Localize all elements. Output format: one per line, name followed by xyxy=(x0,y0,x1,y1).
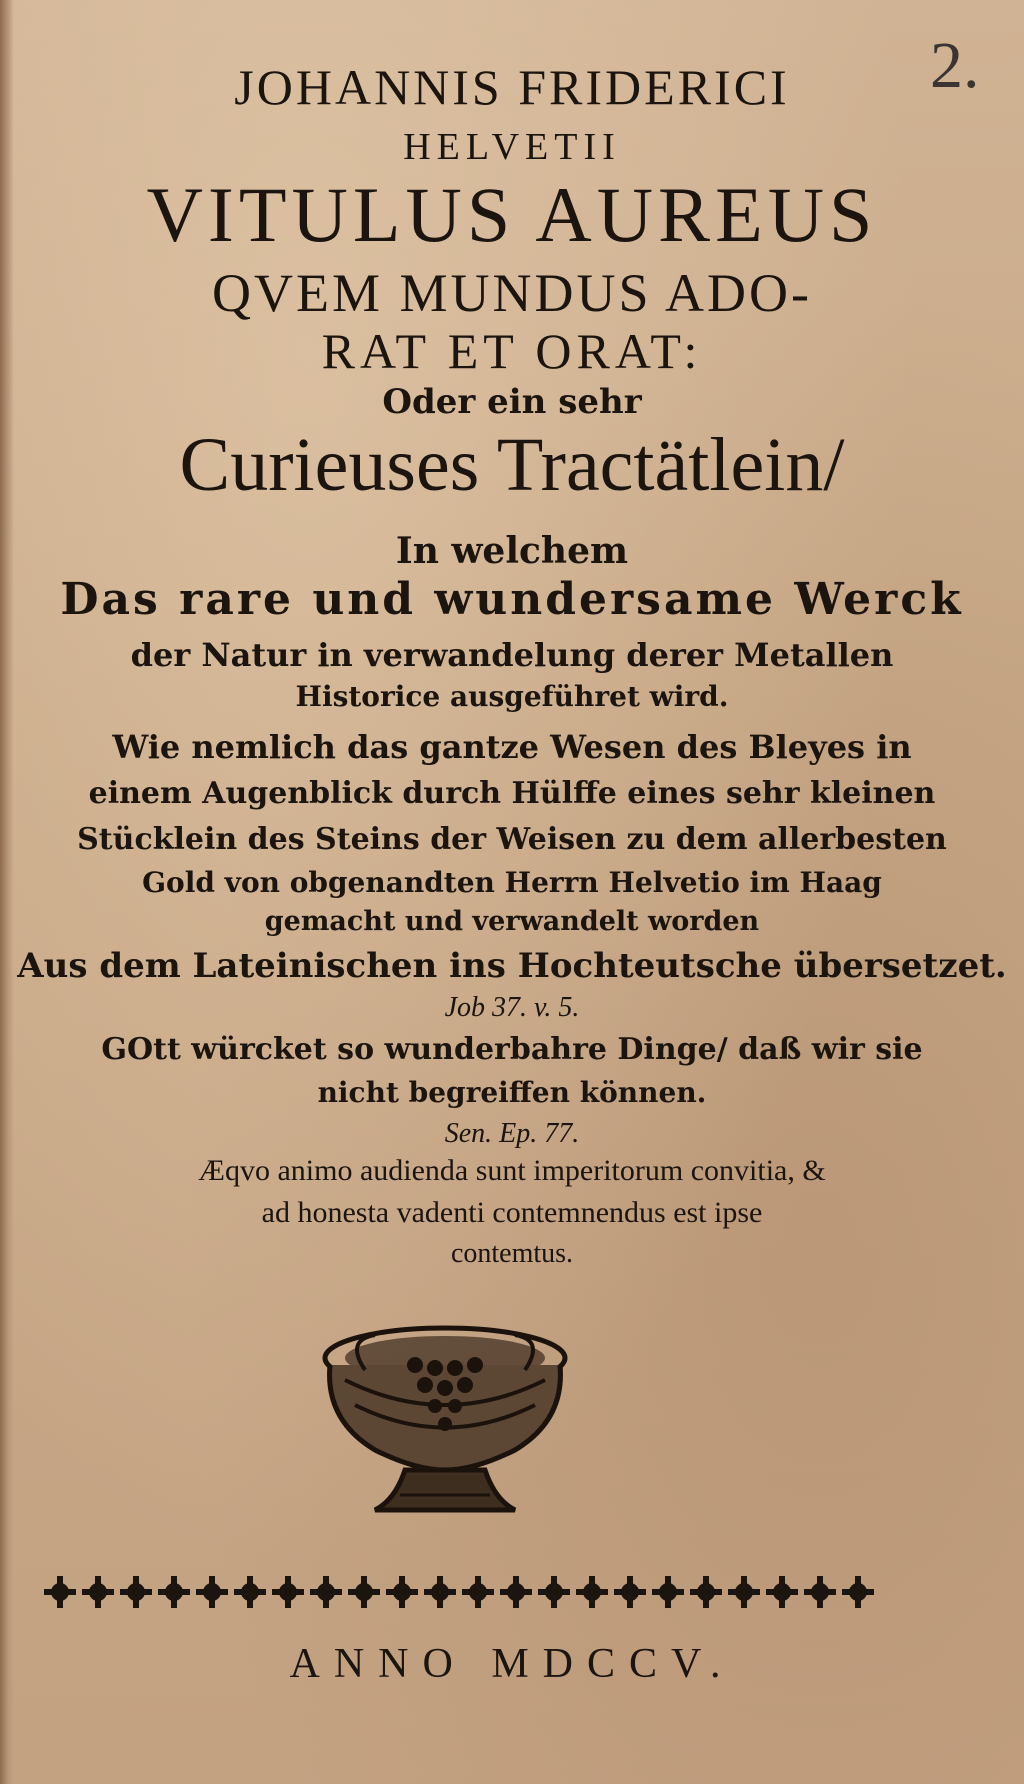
fleuron-ornament xyxy=(82,1576,114,1608)
oder-ein-sehr: Oder ein sehr xyxy=(382,382,642,422)
german-line-7: Gold von obgenandten Herrn Helvetio im Haag xyxy=(142,866,882,899)
german-line-4: Wie nemlich das gantze Wesen des Bleyes in xyxy=(112,728,912,766)
fleuron-ornament xyxy=(614,1576,646,1608)
german-line-3: Historice ausgeführet wird. xyxy=(295,680,729,713)
fleuron-ornament xyxy=(576,1576,608,1608)
quote-2-line-3: contemtus. xyxy=(450,1238,574,1269)
german-line-6: Stücklein des Steins der Weisen zu dem allerbesten xyxy=(77,822,947,857)
imprint-year: ANNO MDCCV. xyxy=(289,1641,735,1687)
fleuron-ornament xyxy=(766,1576,798,1608)
fleuron-ornament xyxy=(310,1576,342,1608)
fleuron-ornament xyxy=(120,1576,152,1608)
fleuron-ornament xyxy=(234,1576,266,1608)
fleuron-ornament xyxy=(44,1576,76,1608)
fleuron-ornament xyxy=(424,1576,456,1608)
author-line-2: HELVETII xyxy=(403,126,621,168)
fleuron-ornament xyxy=(842,1576,874,1608)
in-welchem: In welchem xyxy=(395,530,629,572)
fleuron-ornament xyxy=(804,1576,836,1608)
german-line-1: Das rare und wundersame Werck xyxy=(60,574,964,625)
fleuron-ornament xyxy=(386,1576,418,1608)
quote-1-line-2: nicht begreiffen können. xyxy=(317,1076,707,1109)
fleuron-ornament xyxy=(690,1576,722,1608)
ornament-rule xyxy=(40,1562,880,1622)
quote-1-reference: Job 37. v. 5. xyxy=(444,992,580,1023)
fleuron-ornament xyxy=(348,1576,380,1608)
subtitle-line-2: RAT ET ORAT: xyxy=(321,323,703,379)
german-line-5: einem Augenblick durch Hülffe eines sehr kleinen xyxy=(88,776,936,811)
subtitle-line-1: QVEM MUNDUS ADO- xyxy=(211,263,813,323)
author-line-1: JOHANNIS FRIDERICI xyxy=(234,59,790,115)
curieuses-tractaetlein: Curieuses Tractätlein/ xyxy=(179,423,845,507)
fleuron-ornament xyxy=(538,1576,570,1608)
fleuron-ornament xyxy=(500,1576,532,1608)
fleuron-ornament xyxy=(728,1576,760,1608)
fleuron-ornament xyxy=(462,1576,494,1608)
fleuron-ornament xyxy=(652,1576,684,1608)
fleuron-ornament xyxy=(272,1576,304,1608)
german-line-8: gemacht und verwandelt worden xyxy=(264,906,760,937)
fleuron-ornament xyxy=(196,1576,228,1608)
fleuron-ornament xyxy=(158,1576,190,1608)
german-line-9: Aus dem Lateinischen ins Hochteutsche übersetzet. xyxy=(17,946,1007,986)
quote-2-line-2: ad honesta vadenti contemnendus est ipse xyxy=(261,1196,763,1229)
quote-2-reference: Sen. Ep. 77. xyxy=(444,1118,580,1149)
page-number: 2. xyxy=(930,29,980,102)
german-line-2: der Natur in verwandelung derer Metallen xyxy=(130,636,894,674)
quote-2-line-1: Æqvo animo audienda sunt imperitorum convitia, & xyxy=(198,1154,826,1187)
quote-1-line-1: GOtt würcket so wunderbahre Dinge/ daß wir sie xyxy=(101,1032,923,1067)
main-title: VITULUS AUREUS xyxy=(146,171,878,258)
woodcut-vignette xyxy=(305,1310,585,1520)
